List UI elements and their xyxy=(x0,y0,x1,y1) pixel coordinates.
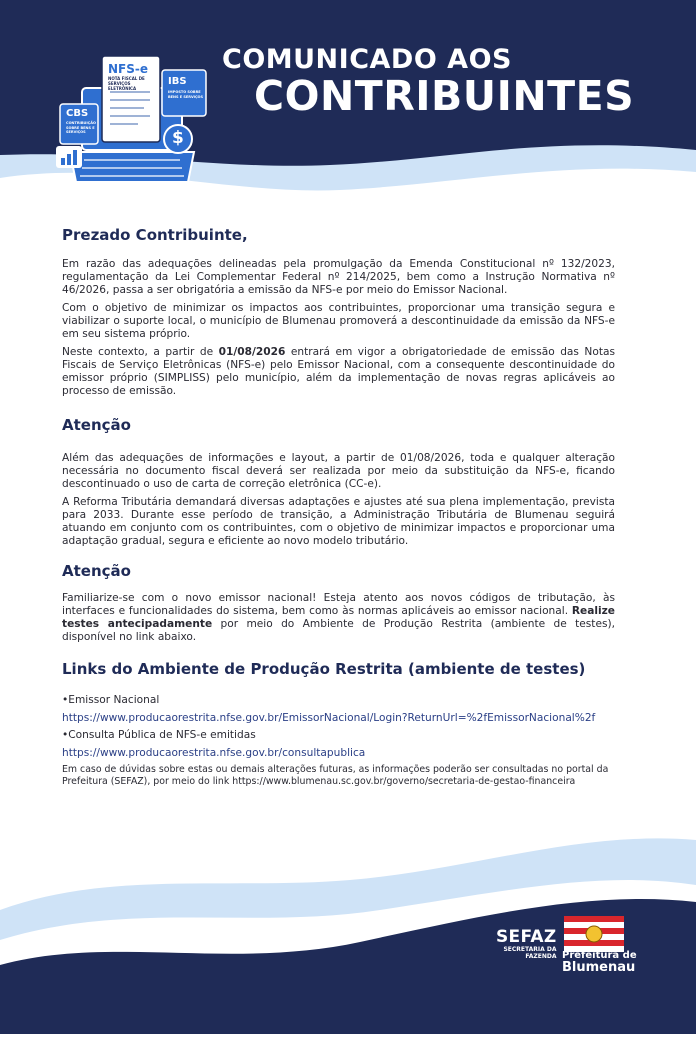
link-consulta-publica[interactable]: https://www.producaorestrita.nfse.gov.br/consultapublica xyxy=(62,747,366,759)
intro-paragraph-2: Com o objetivo de minimizar os impactos aos contribuintes, proporcionar uma transição segura e viabilizar o suporte local, o município de Blumenau promoverá a descontinuidade da emissão da NFS-e em seu sistema próprio. xyxy=(62,302,615,340)
attention1-paragraph-2: A Reforma Tributária demandará diversas adaptações e ajustes até sua plena implementação, prevista para 2033. Durante esse período de transição, a Administração Tributária de Blumenau seguirá atuando em conjunto com os contribuintes, com o objetivo de minimizar impactos e proporcionar uma adaptação gradual, segura e eficiente ao novo modelo tributário. xyxy=(62,496,615,547)
cbs-subtitle: CONTRIBUIÇÃO SOBRE BENS E SERVIÇOS xyxy=(66,121,96,134)
link-emissor-nacional[interactable]: https://www.producaorestrita.nfse.gov.br/EmissorNacional/Login?ReturnUrl=%2fEmissorNacional%2f xyxy=(62,712,596,724)
dollar-icon: $ xyxy=(172,128,184,148)
sefaz-title: SEFAZ xyxy=(496,927,557,947)
doc-title: NFS-e xyxy=(108,62,149,76)
doc-subtitle: NOTA FISCAL DE SERVIÇOS ELETRÔNICA xyxy=(108,76,145,91)
context-paragraph xyxy=(62,346,615,398)
page-title-line1: COMUNICADO AOS xyxy=(222,44,512,75)
prefeitura-line2: Blumenau xyxy=(562,960,636,975)
link-item-emissor-label: •Emissor Nacional xyxy=(62,694,160,706)
prefeitura-logo xyxy=(562,950,637,975)
links-heading: Links do Ambiente de Produção Restrita (ambiente de testes) xyxy=(62,660,586,678)
header-banner xyxy=(0,0,696,230)
page-title-line2: CONTRIBUINTES xyxy=(254,72,635,120)
attention2-text-before: Familiarize-se com o novo emissor nacional! Esteja atento aos novos códigos de tributação, às interfaces e funcionalidades do sistema, bem como às normas aplicáveis ao emissor nacional. xyxy=(62,592,615,617)
prefeitura-line1: Prefeitura de xyxy=(562,950,637,961)
context-text-before: Neste contexto, a partir de xyxy=(62,346,219,358)
greeting-heading: Prezado Contribuinte, xyxy=(62,226,248,244)
attention-heading-2: Atenção xyxy=(62,562,131,580)
intro-paragraph-1: Em razão das adequações delineadas pela promulgação da Emenda Constitucional nº 132/2023, regulamentação da Lei Complementar Federal nº 214/2025, bem como a Instrução Normativa nº 46/2026, passa a ser obrigatória a emissão da NFS-e por meio do Emissor Nacional. xyxy=(62,258,615,296)
attention2-text-after: por meio do Ambiente de Produção Restrita (ambiente de testes), disponível no link abaixo. xyxy=(62,618,615,643)
attention1-paragraph-1: Além das adequações de informações e layout, a partir de 01/08/2026, toda e qualquer alteração necessária no documento fiscal deverá ser realizada por meio da substituição da NFS-e, ficando descontinuado o uso de carta de correção eletrônica (CC-e). xyxy=(62,452,615,490)
blumenau-flag-icon xyxy=(564,916,624,952)
attention2-paragraph xyxy=(62,592,615,644)
communique-body xyxy=(62,222,615,788)
footer-banner xyxy=(0,830,696,1034)
context-date: 01/08/2026 xyxy=(218,346,286,358)
context-text-after: entrará em vigor a obrigatoriedade de emissão das Notas Fiscais de Serviço Eletrônicas (NFS-e) pelo Emissor Nacional, com a consequente descontinuidade do emissor próprio (SIMPLISS) pelo município, além da implementação de novas regras aplicáveis ao processo de emissão. xyxy=(62,346,615,397)
sefaz-subtitle-2: FAZENDA xyxy=(525,953,557,960)
ibs-title: IBS xyxy=(168,76,187,87)
ibs-subtitle: IMPOSTO SOBRE BENS E SERVIÇOS xyxy=(168,90,204,99)
sefaz-logo xyxy=(496,928,557,960)
sefaz-subtitle-1: SECRETARIA DA xyxy=(503,946,557,953)
attention-heading-1: Atenção xyxy=(62,416,131,434)
cbs-title: CBS xyxy=(66,108,89,119)
attention2-bold: Realize testes antecipadamente xyxy=(62,605,615,630)
link-item-consulta-label: •Consulta Pública de NFS-e emitidas xyxy=(62,729,256,741)
contact-note: Em caso de dúvidas sobre estas ou demais alterações futuras, as informações poderão ser consultadas no portal da Prefeitura (SEFAZ), por meio do link https://www.blumenau.sc.gov.br/governo/secretaria-de-gestao-financeira xyxy=(62,764,609,787)
